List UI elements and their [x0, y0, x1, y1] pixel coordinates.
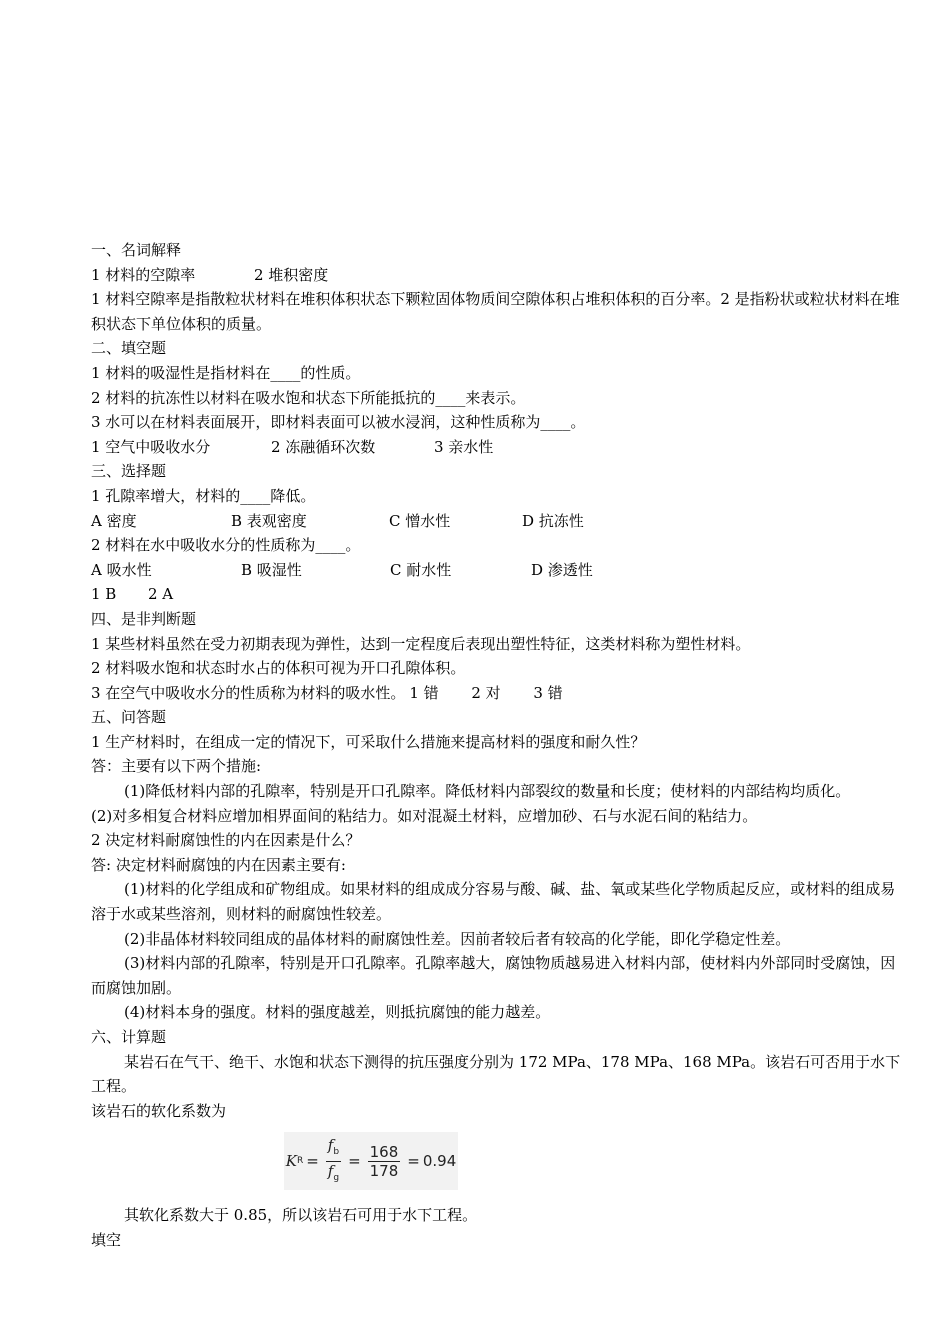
section-heading-choice: 三、选择题 [91, 462, 167, 481]
qa-answer-2-point-2: (2)非晶体材料较同组成的晶体材料的耐腐蚀性差。因前者较后者有较高的化学能，即化学稳定性差。 [124, 929, 791, 948]
formula-result: 0.94 [422, 1152, 457, 1171]
formula-num-sym: f [327, 1135, 334, 1154]
qa-answer-2-point-1: (1)材料的化学组成和矿物组成。如果材料的组成成分容易与酸、碱、盐、氧或某些化学物质起反应，或材料的组成易溶于水或某些溶剂，则材料的耐腐蚀性较差。 [91, 880, 896, 924]
calc-problem: 某岩石在气干、绝干、水饱和状态下测得的抗压强度分别为 172 MPa、178 MPa、168 MPa。该岩石可否用于水下工程。 [91, 1052, 901, 1096]
section-heading-judgement: 四、是非判断题 [91, 609, 197, 628]
judgement-question-3-row [91, 681, 906, 706]
formula-lhs-sub: R [296, 1156, 304, 1167]
formula-value-fraction [368, 1143, 401, 1180]
formula-equals-3: = [407, 1152, 420, 1171]
fill-answer-2: 2 冻融循环次数 [271, 437, 376, 456]
section-heading-qa: 五、问答题 [91, 708, 167, 727]
formula-num-sub: b [333, 1146, 340, 1157]
fill-answer-3: 3 亲水性 [434, 437, 494, 456]
terms-answer: 1 材料空隙率是指散粒状材料在堆积体积状态下颗粒固体物质间空隙体积占堆积体积的百分率。2 是指粉状或粒状材料在堆积状态下单位体积的质量。 [91, 290, 900, 333]
qa-answer-2-point-3: (3)材料内部的孔隙率，特别是开口孔隙率。孔隙率越大，腐蚀物质越易进入材料内部，使材料内外部同时受腐蚀，因而腐蚀加剧。 [91, 954, 896, 997]
qa-answer-1-point-2: (2)对多相复合材料应增加相界面间的粘结力。如对混凝土材料，应增加砂、石与水泥石间的粘结力。 [91, 806, 758, 825]
choice-answer-1: 1 B [91, 585, 117, 604]
option-c: C 耐水性 [390, 560, 452, 579]
formula-lhs: K [285, 1152, 297, 1171]
qa-question-1: 1 生产材料时，在组成一定的情况下，可采取什么措施来提高材料的强度和耐久性？ [91, 732, 646, 751]
option-b: B 表观密度 [231, 511, 307, 530]
judgement-answer-3: 3 错 [533, 683, 563, 702]
formula-equals-2: = [348, 1152, 361, 1171]
formula-equals-1: = [306, 1152, 319, 1171]
fill-answers-row [91, 435, 906, 460]
fill-answer-1: 1 空气中吸收水分 [91, 437, 211, 456]
judgement-answer-2: 2 对 [471, 683, 501, 702]
option-d: D 抗冻性 [522, 511, 584, 530]
choice-question-2: 2 材料在水中吸收水分的性质称为____。 [91, 536, 361, 555]
document-body [91, 238, 906, 1253]
terms-row [91, 263, 906, 288]
qa-answer-1-intro: 答：主要有以下两个措施: [91, 757, 262, 776]
choice-question-1: 1 孔隙率增大，材料的____降低。 [91, 486, 316, 505]
formula-area [91, 1123, 906, 1203]
section-heading-calc: 六、计算题 [91, 1028, 167, 1046]
formula-symbol-fraction [326, 1136, 341, 1187]
judgement-question-1: 1 某些材料虽然在受力初期表现为弹性，达到一定程度后表现出塑性特征，这类材料称为塑性材料。 [91, 634, 751, 653]
qa-question-2: 2 决定材料耐腐蚀性的内在因素是什么？ [91, 831, 361, 850]
formula-den-sub: g [333, 1172, 340, 1183]
formula-num-val: 168 [369, 1142, 399, 1161]
judgement-question-2: 2 材料吸水饱和状态时水占的体积可视为开口孔隙体积。 [91, 659, 466, 678]
fill-question-2: 2 材料的抗冻性以材料在吸水饱和状态下所能抵抗的____来表示。 [91, 388, 526, 407]
choice-options-1 [91, 509, 906, 534]
judgement-question-3: 3 在空气中吸收水分的性质称为材料的吸水性。 [91, 683, 406, 702]
calc-conclusion: 其软化系数大于 0.85，所以该岩石可用于水下工程。 [124, 1206, 478, 1225]
judgement-answer-1: 1 错 [409, 683, 439, 702]
option-c: C 憎水性 [389, 511, 451, 530]
choice-answer-2: 2 A [148, 585, 174, 604]
section-heading-terms: 一、名词解释 [91, 241, 182, 259]
softening-coefficient-formula [284, 1132, 458, 1190]
option-a: A 吸水性 [91, 560, 152, 579]
option-b: B 吸湿性 [241, 560, 302, 579]
calc-lead: 该岩石的软化系数为 [91, 1101, 227, 1120]
fill-question-3: 3 水可以在材料表面展开，即材料表面可以被水浸润，这种性质称为____。 [91, 413, 586, 432]
qa-answer-2-intro: 答: 决定材料耐腐蚀的内在因素主要有: [91, 855, 346, 874]
choice-answers-row [91, 582, 906, 607]
option-d: D 渗透性 [531, 560, 593, 579]
section-heading-fill: 二、填空题 [91, 339, 167, 358]
qa-answer-2-point-4: (4)材料本身的强度。材料的强度越差，则抵抗腐蚀的能力越差。 [124, 1003, 551, 1022]
term-2: 2 堆积密度 [254, 265, 329, 284]
fill-question-1: 1 材料的吸湿性是指材料在____的性质。 [91, 363, 361, 382]
formula-den-sym: f [327, 1161, 334, 1180]
footer-label: 填空 [91, 1230, 122, 1249]
choice-options-2 [91, 558, 906, 583]
formula-den-val: 178 [369, 1161, 399, 1180]
qa-answer-1-point-1: (1)降低材料内部的孔隙率，特别是开口孔隙率。降低材料内部裂纹的数量和长度；使材料的内部结构均质化。 [124, 782, 851, 801]
option-a: A 密度 [91, 511, 137, 530]
term-1: 1 材料的空隙率 [91, 265, 196, 284]
